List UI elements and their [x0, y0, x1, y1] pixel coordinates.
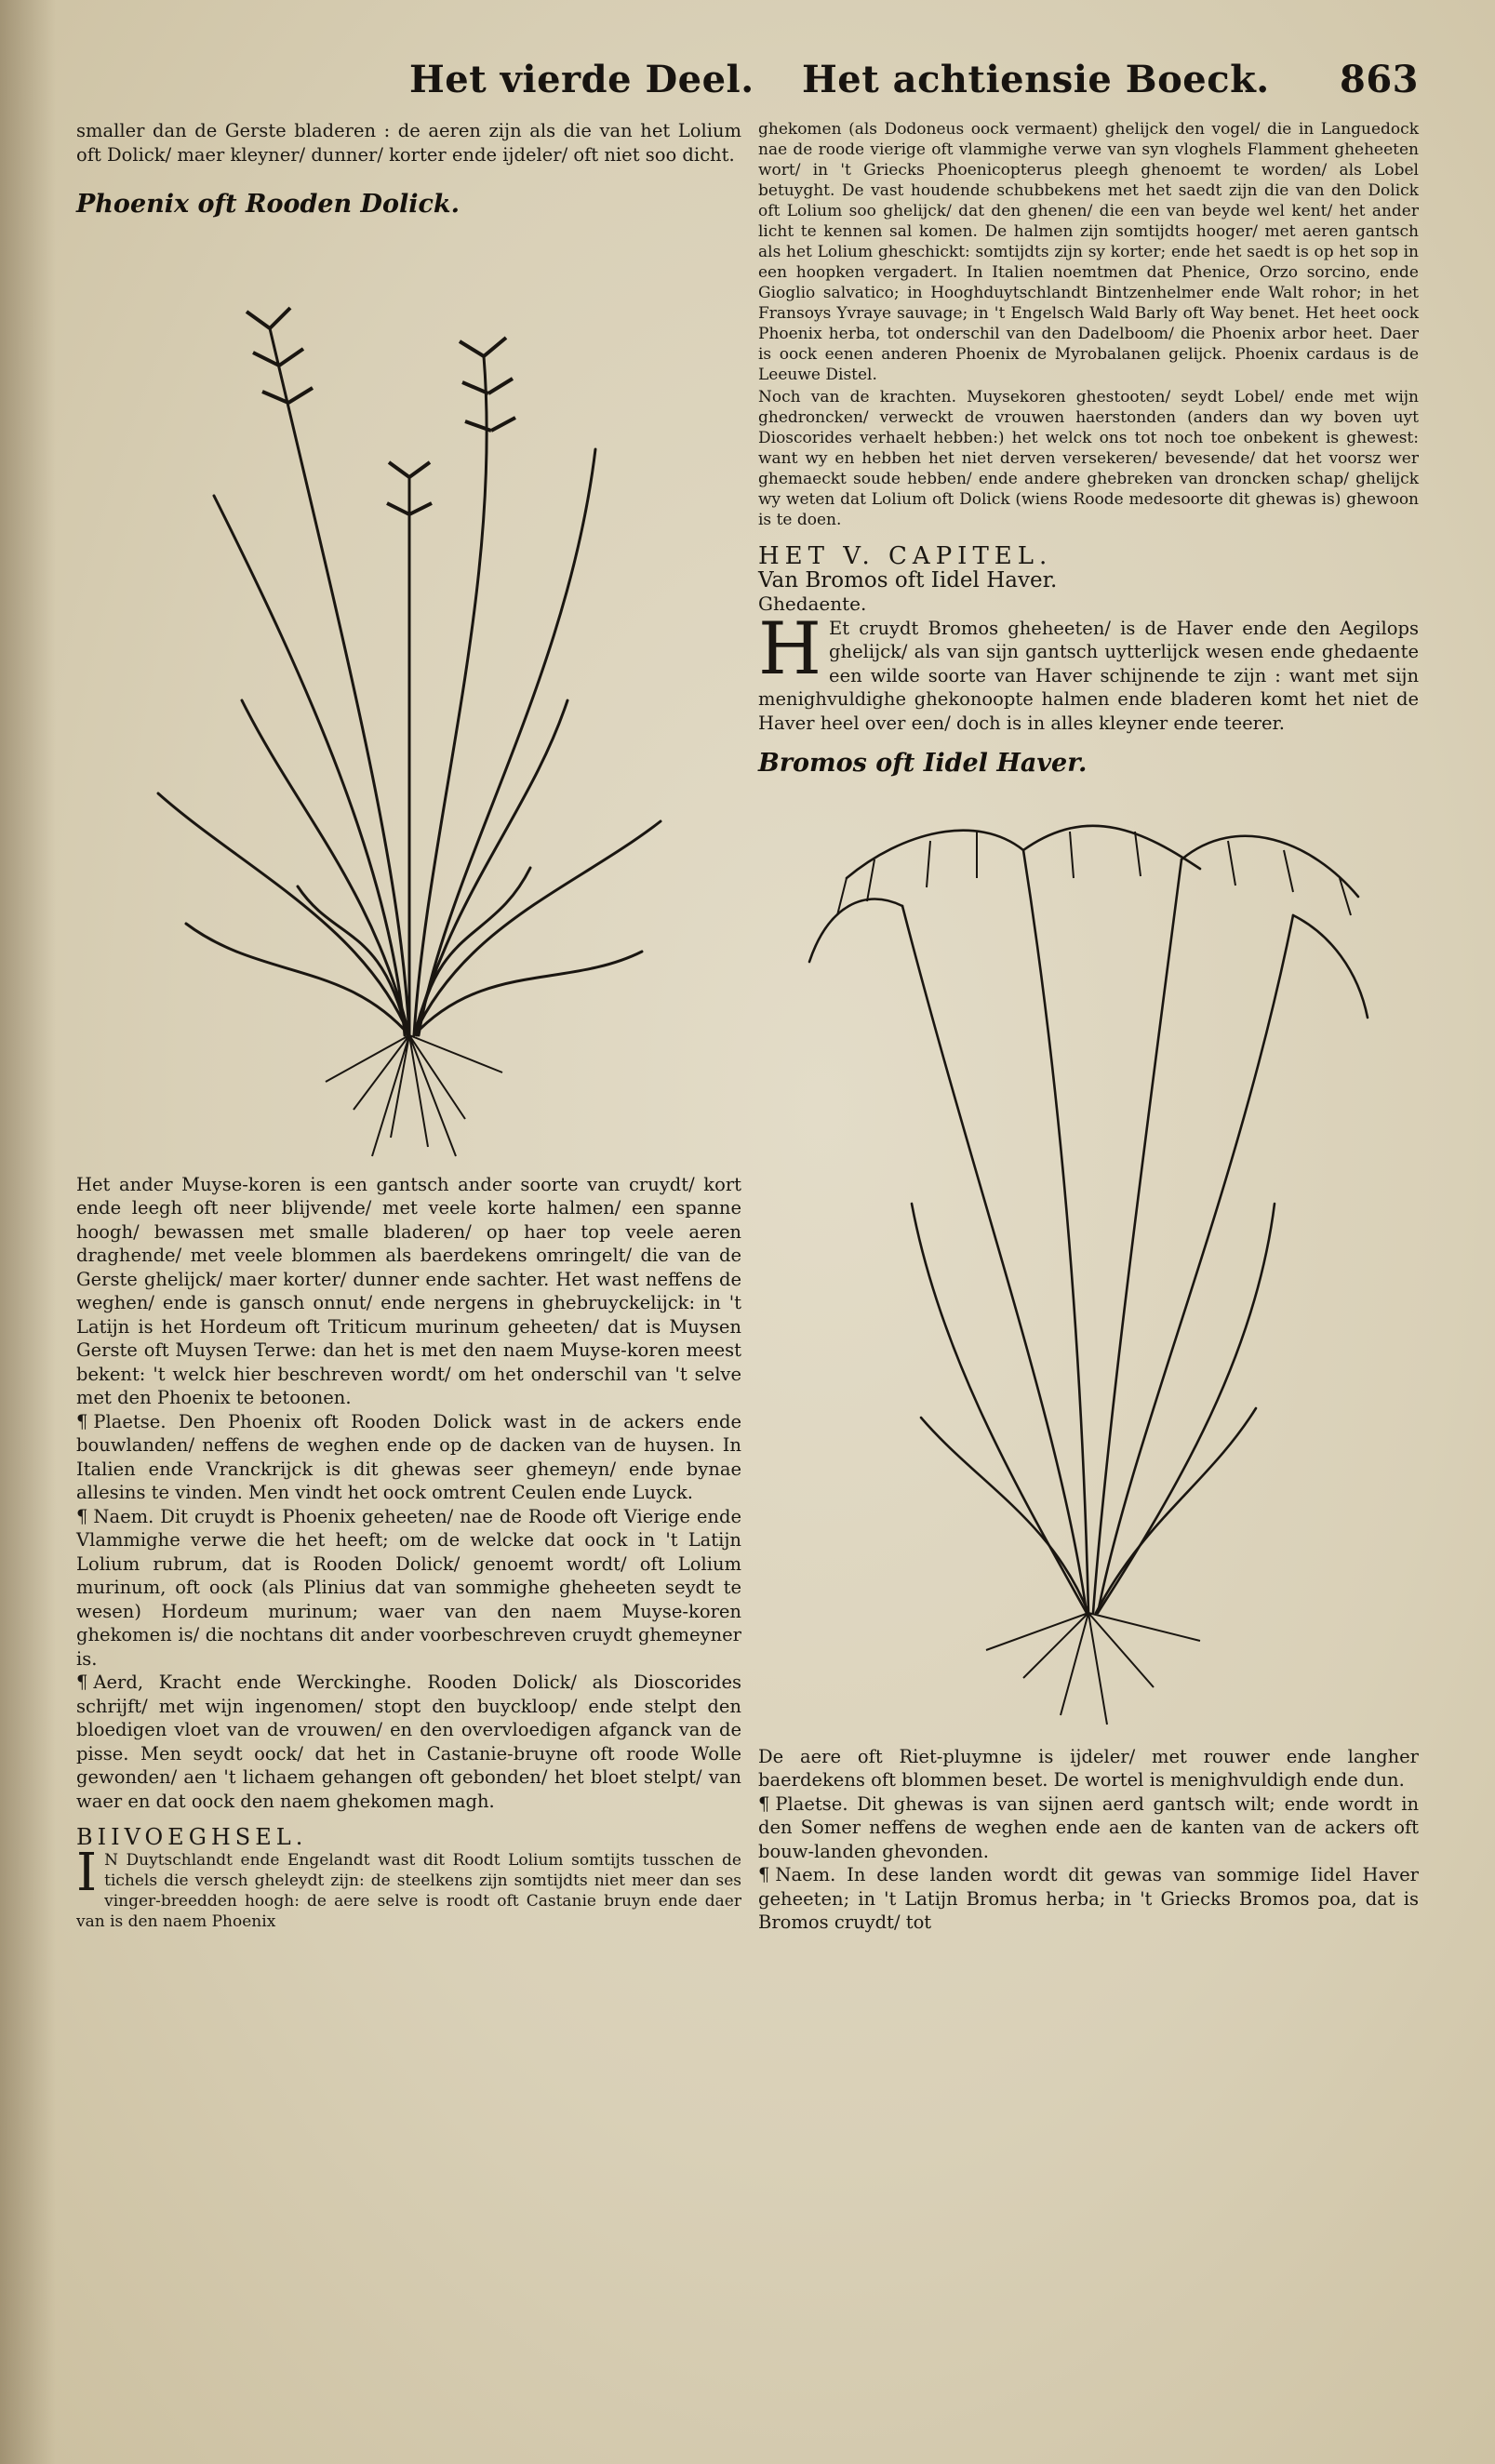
- bijvoeghsel-text: N Duytschlandt ende Engelandt wast dit Roodt Lolium somtijts tusschen de tichels die versch gheleydt zijn: de steelkens zijn somtijdts niet meer dan ses vinger-breedden hoogh: de aere selve is roodt oft Castanie bruyn ende daer van is den naem Phoenix: [76, 1850, 741, 1931]
- pilcrow-icon: ¶: [758, 1864, 770, 1885]
- right-column: [758, 119, 1419, 1935]
- pilcrow-icon: ¶: [758, 1792, 770, 1815]
- naem-right-text: Naem. In dese landen wordt dit gewas van sommige Iidel Haver geheeten; in 't Latijn Bromus herba; in 't Griecks Bromos poa, dat is Bromos cruydt/ tot: [758, 1864, 1419, 1933]
- figure-title-phoenix: Phoenix oft Rooden Dolick.: [76, 190, 461, 219]
- section-title-bijvoeghsel: BIIVOEGHSEL.: [76, 1824, 308, 1850]
- paragraph-naem-right: [758, 1863, 1419, 1935]
- plaetse-text: Plaetse. Den Phoenix oft Rooden Dolick wast in de ackers ende bouwlanden/ neffens de weghen ende op de dacken van de huysen. In Italien ende Vranckrijck is dit ghewas seer ghemeyn/ ende bynae allesins te vinden. Men vindt het oock omtrent Ceulen ende Luyck.: [76, 1410, 741, 1503]
- pilcrow-icon: ¶: [76, 1672, 88, 1693]
- paragraph-aerd: [76, 1671, 741, 1813]
- figure-title-bromos: Bromos oft Iidel Haver.: [758, 749, 1088, 778]
- page-number: 863: [1340, 58, 1419, 101]
- paragraph-ghedaente: [758, 606, 1419, 736]
- intro-paragraph: smaller dan de Gerste bladeren : de aeren zijn als die van het Lolium oft Dolick/ maer kleyner/ dunner/ korter ende ijdeler/ oft niet soo dicht.: [76, 120, 741, 166]
- paragraph-naem: [76, 1505, 741, 1672]
- pilcrow-icon: ¶: [76, 1410, 88, 1432]
- dropcap-h: H: [758, 606, 822, 691]
- running-head-left: Het vierde Deel.: [409, 58, 754, 101]
- paragraph-muyse-koren: Het ander Muyse-koren is een gantsch ander soorte van cruydt/ kort ende leegh oft neer blijvende/ met veele korte halmen/ een spanne hoogh/ bewassen met smalle bladeren/ op haer top veele aeren draghende/ met veele blommen als baerdekens omringelt/ die van de Gerste ghelijck/ maer korter/ dunner ende sachter. Het wast neffens de weghen/ ende is gansch onnut/ ende nergens in ghebruyckelijck: in 't Latijn is het Hordeum oft Triticum murinum geheeten/ dat is Muysen Gerste oft Muysen Terwe: dan het is met den naem Muyse-koren meest bekent: 't welck hier beschreven wordt/ om het onderschil van 't selve met den Phoenix te betoonen.: [76, 1173, 741, 1408]
- dropcap-i: I: [76, 1842, 98, 1903]
- pilcrow-icon: ¶: [76, 1505, 88, 1527]
- phoenix-grass-woodcut-illustration: [130, 217, 688, 1165]
- running-head-center: Het achtiensie Boeck.: [802, 58, 1270, 101]
- ghedaente-text: Et cruydt Bromos gheheeten/ is de Haver ende den Aegilops ghelijck/ als van sijn gantsch uytterlijck wesen ende ghedaente een wilde soorte van Haver schijnende te zijn : want met sijn menighvuldighe ghekonoopte halmen ende bladeren komt het niet de Haver heel over een/ doch is in alles kleyner ende teerer.: [758, 617, 1419, 734]
- paragraph-bijvoeghsel: [76, 1842, 741, 1932]
- naem-text: Naem. Dit cruydt is Phoenix geheeten/ nae de Roode oft Vierige ende Vlammighe verwe die het heeft; om de welcke dat oock in 't Latijn Lolium rubrum, dat is Rooden Dolick/ genoemt wordt/ oft Lolium murinum, oft oock (als Plinius dat van sommighe gheheeten seydt te wesen) Hordeum murinum; waer van den naem Muyse-koren ghekomen is/ die nochtans dit ander voorbeschreven cruydt ghemeyner is.: [76, 1505, 741, 1670]
- aerd-text: Aerd, Kracht ende Werckinghe. Rooden Dolick/ als Dioscorides schrijft/ met wijn ingenomen/ stopt den buyckloop/ ende stelpt den bloedigen vloet van de vrouwen/ en den overvloedigen afganck van de pisse. Men seydt oock/ dat het in Castanie-bruyne oft roode Wolle gewonden/ aen 't lichaem gehangen oft gebonden/ het bloet stelpt/ van waer en dat oock den naem ghekomen magh.: [76, 1672, 741, 1812]
- paragraph-noch-van-de-krachten: Noch van de krachten. Muysekoren ghestooten/ seydt Lobel/ ende met wijn ghedroncken/ verweckt de vrouwen haerstonden (anders dan wy boven uyt Dioscorides verhaelt hebben:) het welck ons tot noch toe onbekent is ghewest: want wy en hebben het niet derven versekeren/ bevesende/ dat het voorsz wer ghemaeckt soude hebben/ ende andere ghebreken van droncken schap/ ghelijck wy weten dat Lolium oft Dolick (wiens Roode medesoorte dit ghewas is) ghewoon is te doen.: [758, 388, 1419, 529]
- paragraph-plaetse: [76, 1410, 741, 1505]
- chapter-title: HET V. CAPITEL.: [758, 542, 1053, 570]
- left-column: [76, 119, 741, 1932]
- plaetse-right-text: Plaetse. Dit ghewas is van sijnen aerd gantsch wilt; ende wordt in den Somer neffens de weghen ende aen de kanten van de ackers oft bouw-landen ghevonden.: [758, 1792, 1419, 1862]
- ghedaente-heading: Ghedaente.: [758, 593, 867, 615]
- paragraph-plaetse-right: [758, 1792, 1419, 1864]
- right-top-paragraph: ghekomen (als Dodoneus oock vermaent) ghelijck den vogel/ die in Languedock nae de roode vierige oft vlammighe verwe van syn vloghels Flamment gheheeten wort/ in 't Griecks Phoenicopterus pleegh ghenoemt te worden/ als Lobel betuyght. De vast houdende schubbekens met het saedt zijn die van den Dolick oft Lolium soo ghelijck/ dat den ghenen/ die een van beyde wel kent/ het ander licht te kennen sal komen. De halmen zijn somtijdts hooger/ met aeren gantsch als het Lolium gheschickt: somtijdts zijn sy korter; ende het saedt is op het sop in een hoopken vergadert. In Italien noemtmen dat Phenice, Orzo sorcino, ende Gioglio salvatico; in Hooghduytschlandt Bintzenhelmer ende Walt rohor; in het Fransoys Yvraye sauvage; in 't Engelsch Wald Barly oft Way benet. Het heet oock Phoenix herba, tot onderschil van den Dadelboom/ die Phoenix arbor heet. Daer is oock eenen anderen Phoenix de Myrobalanen gelijck. Phoenix cardaus is de Leeuwe Distel.: [758, 120, 1419, 384]
- bromos-wild-oat-woodcut-illustration: [791, 776, 1386, 1743]
- chapter-subtitle: Van Bromos oft Iidel Haver.: [758, 567, 1058, 593]
- paragraph-aere: De aere oft Riet-pluymne is ijdeler/ met rouwer ende langher baerdekens oft blommen beset. De wortel is menighvuldigh ende dun.: [758, 1745, 1419, 1791]
